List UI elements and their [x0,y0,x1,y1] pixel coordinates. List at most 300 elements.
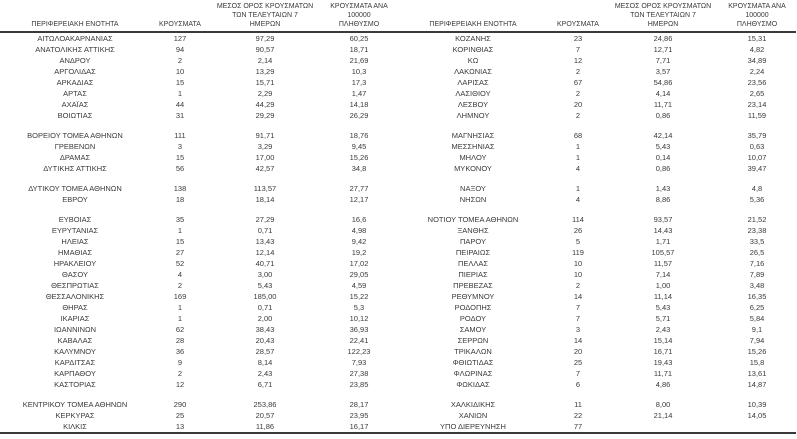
avg7-cell: 16,71 [653,347,673,356]
table-row [398,130,796,141]
table-row [398,258,796,269]
cases-cell: 10 [175,67,185,76]
per100k-cell: 7,16 [749,259,765,268]
table-row [398,399,796,410]
avg7-cell: 12,71 [653,45,673,54]
avg7-cell: 14,43 [653,226,673,235]
cases-cell: 1 [177,303,183,312]
per100k-cell: 21,69 [349,56,369,65]
region-cell: ΦΩΚΙΔΑΣ [456,380,490,389]
cases-cell: 94 [175,45,185,54]
region-cell: ΒΟΙΩΤΙΑΣ [57,111,93,120]
region-cell: ΠΕΙΡΑΙΩΣ [455,248,491,257]
per100k-cell: 4,82 [749,45,765,54]
spacer-row [398,174,796,183]
cases-cell: 28 [175,336,185,345]
table-row [398,269,796,280]
avg7-cell: 1,43 [655,184,671,193]
region-cell: ΗΛΕΙΑΣ [61,237,89,246]
per100k-cell: 11,59 [747,111,767,120]
avg7-cell [608,421,718,433]
table-row [398,32,796,44]
region-cell: ΑΡΚΑΔΙΑΣ [56,78,94,87]
cases-cell: 111 [174,131,186,140]
table-row [398,183,796,194]
per100k-cell: 1,47 [351,89,367,98]
avg7-cell: 24,86 [653,34,673,43]
region-cell: ΡΟΔΟΥ [459,314,487,323]
cases-cell: 2 [575,67,581,76]
cases-cell: 119 [572,248,584,257]
per100k-cell: 14,87 [747,380,767,389]
avg7-cell: 3,57 [655,67,671,76]
cases-cell: 4 [575,195,581,204]
avg7-cell: 0,14 [655,153,671,162]
cases-cell: 25 [573,358,583,367]
table-row [0,335,398,346]
region-cell: ΜΑΓΝΗΣΙΑΣ [451,131,495,140]
per100k-cell: 12,17 [349,195,369,204]
cases-cell: 35 [175,215,185,224]
cases-cell: 4 [177,270,183,279]
per100k-cell: 26,29 [349,111,369,120]
avg7-cell: 185,00 [253,292,277,301]
table-row [0,66,398,77]
table-row [398,410,796,421]
cases-cell: 1 [575,184,581,193]
cases-cell: 56 [175,164,185,173]
avg7-cell: 11,71 [653,100,673,109]
avg7-cell: 5,43 [655,303,671,312]
region-cell: ΔΥΤΙΚΟΥ ΤΟΜΕΑ ΑΘΗΝΩΝ [28,184,122,193]
table-row [0,110,398,121]
avg7-cell: 54,86 [653,78,673,87]
cases-cell: 290 [173,400,187,409]
per100k-cell: 13,61 [747,369,767,378]
avg7-cell: 3,00 [257,270,273,279]
per100k-cell: 16,17 [349,422,369,431]
table-row [0,194,398,205]
table-row [398,324,796,335]
cases-cell: 9 [177,358,183,367]
per100k-cell: 27,77 [349,184,369,193]
avg7-cell: 1,00 [655,281,671,290]
table-row [398,163,796,174]
spacer-cell [0,121,398,130]
region-cell: ΑΙΤΩΛΟΑΚΑΡΝΑΝΙΑΣ [37,34,113,43]
per100k-cell: 26,5 [749,248,765,257]
table-row [0,183,398,194]
cases-cell: 3 [177,142,183,151]
cases-cell: 2 [575,281,581,290]
cases-cell: 1 [575,142,581,151]
avg7-cell: 0,71 [257,226,273,235]
region-cell: ΛΑΡΙΣΑΣ [457,78,489,87]
region-cell: ΚΟΖΑΝΗΣ [455,34,491,43]
per100k-cell: 23,38 [747,226,767,235]
region-cell: ΕΒΡΟΥ [62,195,88,204]
table-row [398,247,796,258]
table-row [398,368,796,379]
cases-cell: 10 [573,270,583,279]
avg7-cell: 21,14 [653,411,673,420]
per100k-cell: 7,89 [749,270,765,279]
per100k-cell: 5,36 [749,195,765,204]
table-row [0,163,398,174]
table-row [0,357,398,368]
region-cell: ΑΧΑΪΑΣ [61,100,89,109]
table-row [0,324,398,335]
per100k-cell: 60,25 [349,34,369,43]
avg7-cell: 27,29 [255,215,275,224]
avg7-cell: 0,86 [655,164,671,173]
cases-cell: 15 [175,237,185,246]
per100k-cell: 33,5 [749,237,765,246]
region-cell: ΥΠΟ ΔΙΕΡΕΥΝΗΣΗ [440,422,506,431]
table-row [398,302,796,313]
per100k-cell: 4,98 [351,226,367,235]
avg7-cell: 3,29 [257,142,273,151]
table-row [0,410,398,421]
per100k-cell: 29,05 [349,270,369,279]
table-row [398,421,796,433]
cases-cell: 1 [575,153,581,162]
per100k-cell: 3,48 [749,281,765,290]
region-cell: ΦΛΩΡΙΝΑΣ [453,369,493,378]
region-cell: ΚΩ [467,56,479,65]
region-cell: ΝΗΣΩΝ [459,195,487,204]
per100k-cell: 15,26 [349,153,369,162]
cases-cell: 6 [575,380,581,389]
per100k-cell [718,421,796,433]
spacer-row [0,390,398,399]
table-row [0,258,398,269]
table-row [0,236,398,247]
region-cell: ΑΝΑΤΟΛΙΚΗΣ ΑΤΤΙΚΗΣ [35,45,115,54]
per100k-cell: 23,14 [747,100,767,109]
cases-cell: 23 [573,34,583,43]
region-cell: ΚΕΝΤΡΙΚΟΥ ΤΟΜΕΑ ΑΘΗΝΩΝ [22,400,128,409]
table-row [0,55,398,66]
cases-cell: 138 [173,184,187,193]
cases-cell: 127 [173,34,187,43]
avg7-cell: 1,71 [655,237,671,246]
avg7-cell: 6,71 [257,380,273,389]
spacer-cell [0,205,398,214]
table-row [0,247,398,258]
spacer-cell [0,390,398,399]
cases-cell: 2 [575,89,581,98]
per100k-cell: 17,3 [351,78,367,87]
per100k-cell: 2,24 [749,67,765,76]
region-cell: ΚΑΣΤΟΡΙΑΣ [54,380,96,389]
header-avg7: ΜΕΣΟΣ ΟΡΟΣ ΚΡΟΥΣΜΑΤΩΝ ΤΩΝ ΤΕΛΕΥΤΑΙΩΝ 7 ΗΜΕΡΩΝ [608,0,718,32]
region-cell: ΕΥΒΟΙΑΣ [58,215,92,224]
table-row [0,421,398,433]
region-cell: ΜΥΚΟΝΟΥ [454,164,492,173]
spacer-cell [398,390,796,399]
table-row [398,280,796,291]
per100k-cell: 122,23 [347,347,371,356]
table-row [398,357,796,368]
table-row [398,236,796,247]
table-row [398,55,796,66]
region-cell: ΛΑΚΩΝΙΑΣ [454,67,492,76]
cases-cell: 1 [177,226,183,235]
avg7-cell: 113,57 [253,184,277,193]
cases-cell: 14 [573,292,583,301]
avg7-cell: 13,43 [255,237,275,246]
per100k-cell: 18,76 [349,131,369,140]
avg7-cell: 20,43 [255,336,275,345]
table-row [398,66,796,77]
avg7-cell: 253,86 [253,400,277,409]
region-cell: ΒΟΡΕΙΟΥ ΤΟΜΕΑ ΑΘΗΝΩΝ [27,131,123,140]
per100k-cell: 15,26 [747,347,767,356]
cases-cell: 12 [573,56,583,65]
per100k-cell: 36,93 [349,325,369,334]
cases-cell: 2 [177,56,183,65]
avg7-cell: 18,14 [255,195,275,204]
avg7-cell: 2,14 [257,56,273,65]
avg7-cell: 105,57 [651,248,675,257]
per100k-cell: 10,12 [349,314,369,323]
region-cell: ΛΗΜΝΟΥ [456,111,490,120]
cases-cell: 3 [575,325,581,334]
cases-cell: 67 [573,78,583,87]
spacer-row [0,121,398,130]
region-cell: ΗΜΑΘΙΑΣ [57,248,93,257]
per100k-cell: 34,89 [747,56,767,65]
per100k-cell: 10,07 [747,153,767,162]
cases-cell: 20 [573,347,583,356]
per100k-cell: 10,39 [747,400,767,409]
cases-cell: 14 [573,336,583,345]
per100k-cell: 14,05 [747,411,767,420]
region-cell: ΝΟΤΙΟΥ ΤΟΜΕΑ ΑΘΗΝΩΝ [427,215,519,224]
avg7-cell: 13,29 [255,67,275,76]
per100k-cell: 5,3 [353,303,365,312]
table-row [398,77,796,88]
avg7-cell: 8,14 [257,358,273,367]
region-cell: ΠΑΡΟΥ [459,237,486,246]
table-row [398,152,796,163]
avg7-cell: 42,57 [255,164,275,173]
header-row [0,0,398,32]
table-row [0,77,398,88]
cases-cell: 20 [573,100,583,109]
region-cell: ΕΥΡΥΤΑΝΙΑΣ [51,226,99,235]
cases-cell: 15 [175,78,185,87]
avg7-cell: 7,71 [655,56,671,65]
header-cases: ΚΡΟΥΣΜΑΤΑ [548,0,608,32]
table-row [0,269,398,280]
region-cell: ΚΑΡΠΑΘΟΥ [54,369,96,378]
cases-cell: 7 [575,303,581,312]
per100k-cell: 7,94 [749,336,765,345]
per100k-cell: 6,25 [749,303,765,312]
cases-cell: 62 [175,325,185,334]
cases-cell: 68 [573,131,583,140]
table-row [398,225,796,236]
table-row [0,99,398,110]
region-cell: ΚΑΡΔΙΤΣΑΣ [54,358,96,367]
region-cell: ΛΑΣΙΘΙΟΥ [455,89,491,98]
per100k-cell: 9,45 [351,142,367,151]
avg7-cell: 97,29 [255,34,275,43]
region-cell: ΧΑΛΚΙΔΙΚΗΣ [450,400,496,409]
avg7-cell: 29,29 [255,111,275,120]
region-cell: ΝΑΞΟΥ [460,184,486,193]
region-cell: ΤΡΙΚΑΛΩΝ [454,347,492,356]
table-row [398,379,796,390]
cases-cell: 114 [572,215,584,224]
per100k-cell: 22,41 [349,336,369,345]
table-row [0,313,398,324]
avg7-cell: 0,86 [655,111,671,120]
table-row [0,280,398,291]
cases-cell: 1 [177,89,183,98]
per100k-cell: 27,38 [349,369,369,378]
header-per100k: ΚΡΟΥΣΜΑΤΑ ΑΝΑ 100000 ΠΛΗΘΥΣΜΟ [718,0,796,32]
avg7-cell: 7,14 [655,270,671,279]
avg7-cell: 2,43 [257,369,273,378]
per100k-cell: 15,31 [747,34,767,43]
cases-cell: 26 [573,226,583,235]
per100k-cell: 17,02 [349,259,369,268]
region-cell: ΘΑΣΟΥ [62,270,88,279]
table-row [0,346,398,357]
table-row [0,130,398,141]
cases-cell: 7 [575,314,581,323]
per100k-cell: 5,84 [749,314,765,323]
cases-cell: 12 [175,380,185,389]
table-row [398,346,796,357]
avg7-cell: 11,86 [255,422,275,431]
table-row [398,44,796,55]
region-cell: ΙΚΑΡΙΑΣ [60,314,90,323]
per100k-cell: 10,3 [351,67,367,76]
region-cell: ΚΑΒΑΛΑΣ [57,336,93,345]
header-region: ΠΕΡΙΦΕΡΕΙΑΚΗ ΕΝΟΤΗΤΑ [0,0,150,32]
cases-cell: 4 [575,164,581,173]
avg7-cell: 2,29 [257,89,273,98]
region-cell: ΗΡΑΚΛΕΙΟΥ [53,259,97,268]
table-row [0,399,398,410]
spacer-cell [398,174,796,183]
region-cell: ΜΕΣΣΗΝΙΑΣ [451,142,495,151]
cases-cell: 7 [575,369,581,378]
per100k-cell: 0,63 [749,142,765,151]
region-cell: ΔΥΤΙΚΗΣ ΑΤΤΙΚΗΣ [43,164,107,173]
per100k-cell: 34,8 [351,164,367,173]
per100k-cell: 35,79 [747,131,767,140]
avg7-cell: 42,14 [653,131,673,140]
table-row [398,110,796,121]
avg7-cell: 20,57 [255,411,275,420]
region-cell: ΞΑΝΘΗΣ [457,226,489,235]
cases-cell: 5 [575,237,581,246]
spacer-cell [398,121,796,130]
avg7-cell: 4,86 [655,380,671,389]
avg7-cell: 8,86 [655,195,671,204]
per100k-cell: 2,65 [749,89,765,98]
spacer-cell [0,174,398,183]
per100k-cell: 19,2 [351,248,367,257]
per100k-cell: 15,8 [749,358,765,367]
spacer-row [398,390,796,399]
cases-cell: 25 [175,411,185,420]
cases-cell: 2 [177,369,183,378]
per100k-cell: 9,42 [351,237,367,246]
table-row [398,313,796,324]
region-cell: ΑΡΤΑΣ [63,89,87,98]
avg7-cell: 5,43 [257,281,273,290]
avg7-cell: 11,71 [653,369,673,378]
avg7-cell: 2,43 [655,325,671,334]
spacer-row [0,205,398,214]
table-row [0,379,398,390]
avg7-cell: 11,57 [653,259,673,268]
region-cell: ΑΝΔΡΟΥ [59,56,91,65]
per100k-cell: 15,22 [349,292,369,301]
avg7-cell: 90,57 [255,45,275,54]
cases-cell: 18 [175,195,185,204]
avg7-cell: 93,57 [653,215,673,224]
region-cell: ΘΕΣΣΑΛΟΝΙΚΗΣ [45,292,105,301]
avg7-cell: 0,71 [257,303,273,312]
per100k-cell: 14,18 [349,100,369,109]
table-row [0,214,398,225]
region-cell: ΣΑΜΟΥ [459,325,487,334]
avg7-cell: 44,29 [255,100,275,109]
cases-cell: 27 [175,248,185,257]
per100k-cell: 23,95 [349,411,369,420]
table-row [398,335,796,346]
cases-cell: 44 [175,100,185,109]
table-row [398,88,796,99]
avg7-cell: 11,14 [653,292,673,301]
avg7-cell: 40,71 [255,259,275,268]
region-cell: ΚΕΡΚΥΡΑΣ [55,411,95,420]
avg7-cell: 19,43 [653,358,673,367]
spacer-row [0,174,398,183]
header-avg7: ΜΕΣΟΣ ΟΡΟΣ ΚΡΟΥΣΜΑΤΩΝ ΤΩΝ ΤΕΛΕΥΤΑΙΩΝ 7 ΗΜΕΡΩΝ [210,0,320,32]
table-row [398,141,796,152]
cases-cell: 77 [573,422,583,431]
table-row [0,302,398,313]
per100k-cell: 39,47 [747,164,767,173]
region-cell: ΘΕΣΠΡΩΤΙΑΣ [51,281,99,290]
per100k-cell: 18,71 [349,45,369,54]
avg7-cell: 91,71 [255,131,275,140]
per100k-cell: 4,59 [351,281,367,290]
avg7-cell: 15,71 [255,78,275,87]
avg7-cell: 28,57 [255,347,275,356]
spacer-cell [398,205,796,214]
table-right [398,0,796,434]
per100k-cell: 16,6 [351,215,367,224]
cases-cell: 169 [173,292,187,301]
region-cell: ΦΘΙΩΤΙΔΑΣ [452,358,494,367]
cases-cell: 13 [175,422,185,431]
cases-cell: 31 [175,111,185,120]
table-row [0,368,398,379]
spacer-row [398,205,796,214]
region-cell: ΠΙΕΡΙΑΣ [458,270,488,279]
region-cell: ΜΗΛΟΥ [459,153,487,162]
per100k-cell: 28,17 [349,400,369,409]
